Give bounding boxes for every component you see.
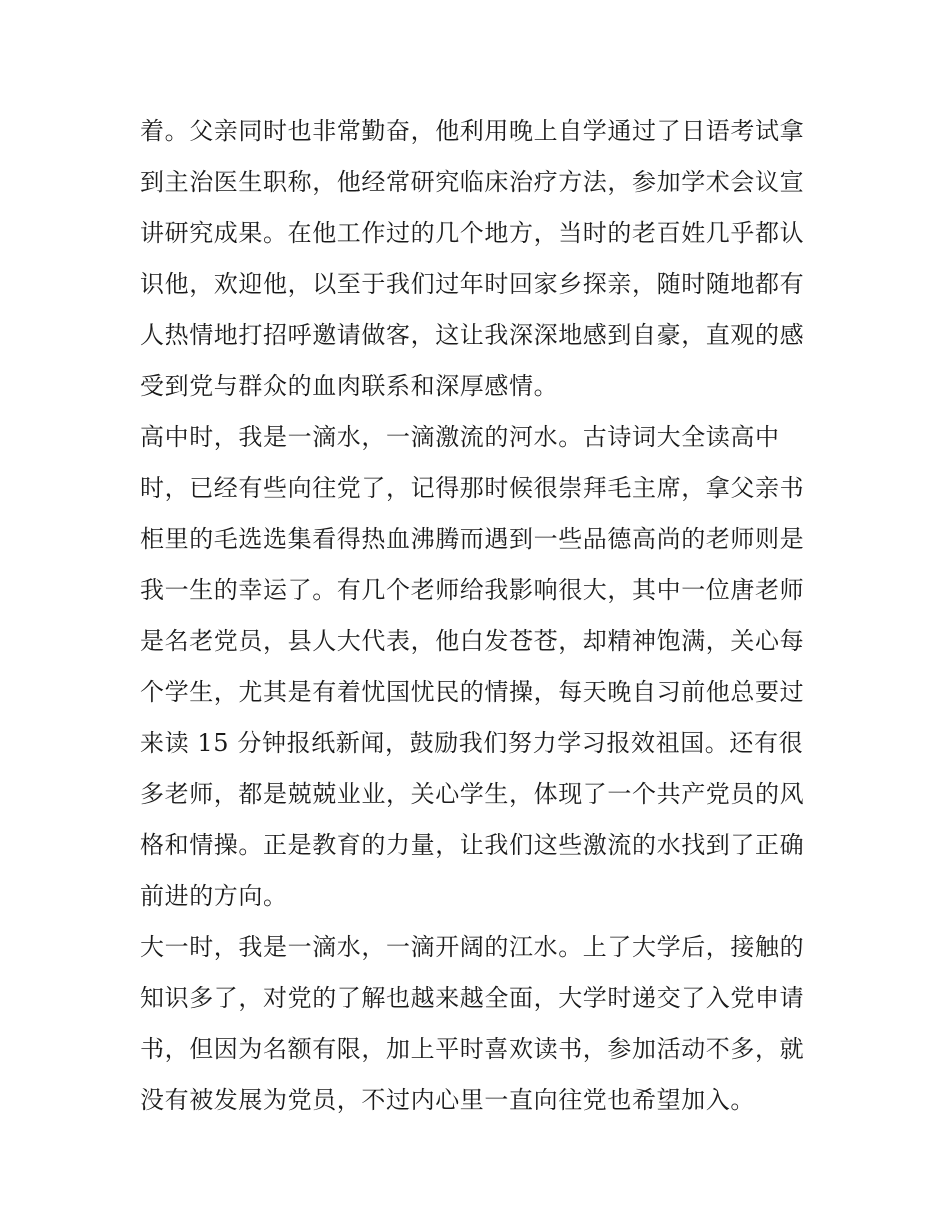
text-line: 多老师，都是兢兢业业，关心学生，体现了一个共产党员的风 xyxy=(140,780,805,808)
text-line: 大一时，我是一滴水，一滴开阔的江水。上了大学后，接触的 xyxy=(140,933,805,961)
document-body xyxy=(140,106,820,1126)
text-line: 着。父亲同时也非常勤奋，他利用晚上自学通过了日语考试拿 xyxy=(140,117,805,145)
text-line: 来读 15 分钟报纸新闻，鼓励我们努力学习报效祖国。还有很 xyxy=(140,729,804,757)
text-line: 时，已经有些向往党了，记得那时候很崇拜毛主席，拿父亲书 xyxy=(140,474,805,502)
text-line: 格和情操。正是教育的力量，让我们这些激流的水找到了正确 xyxy=(140,831,805,859)
text-line: 到主治医生职称，他经常研究临床治疗方法，参加学术会议宣 xyxy=(140,168,805,196)
text-line: 没有被发展为党员，不过内心里一直向往党也希望加入。 xyxy=(140,1086,755,1114)
text-line: 我一生的幸运了。有几个老师给我影响很大，其中一位唐老师 xyxy=(140,576,805,604)
text-line: 柜里的毛选选集看得热血沸腾而遇到一些品德高尚的老师则是 xyxy=(140,525,805,553)
text-line: 个学生，尤其是有着忧国忧民的情操，每天晚自习前他总要过 xyxy=(140,678,805,706)
text-line: 人热情地打招呼邀请做客，这让我深深地感到自豪，直观的感 xyxy=(140,321,805,349)
text-line: 讲研究成果。在他工作过的几个地方，当时的老百姓几乎都认 xyxy=(140,219,805,247)
text-line: 是名老党员，县人大代表，他白发苍苍，却精神饱满，关心每 xyxy=(140,627,805,655)
text-line: 前进的方向。 xyxy=(140,882,288,910)
text-line: 识他，欢迎他，以至于我们过年时回家乡探亲，随时随地都有 xyxy=(140,270,805,298)
text-line: 高中时，我是一滴水，一滴激流的河水。古诗词大全读高中 xyxy=(140,423,780,451)
text-line: 书，但因为名额有限，加上平时喜欢读书，参加活动不多，就 xyxy=(140,1035,805,1063)
text-line: 受到党与群众的血肉联系和深厚感情。 xyxy=(140,372,559,400)
text-line: 知识多了，对党的了解也越来越全面，大学时递交了入党申请 xyxy=(140,984,805,1012)
